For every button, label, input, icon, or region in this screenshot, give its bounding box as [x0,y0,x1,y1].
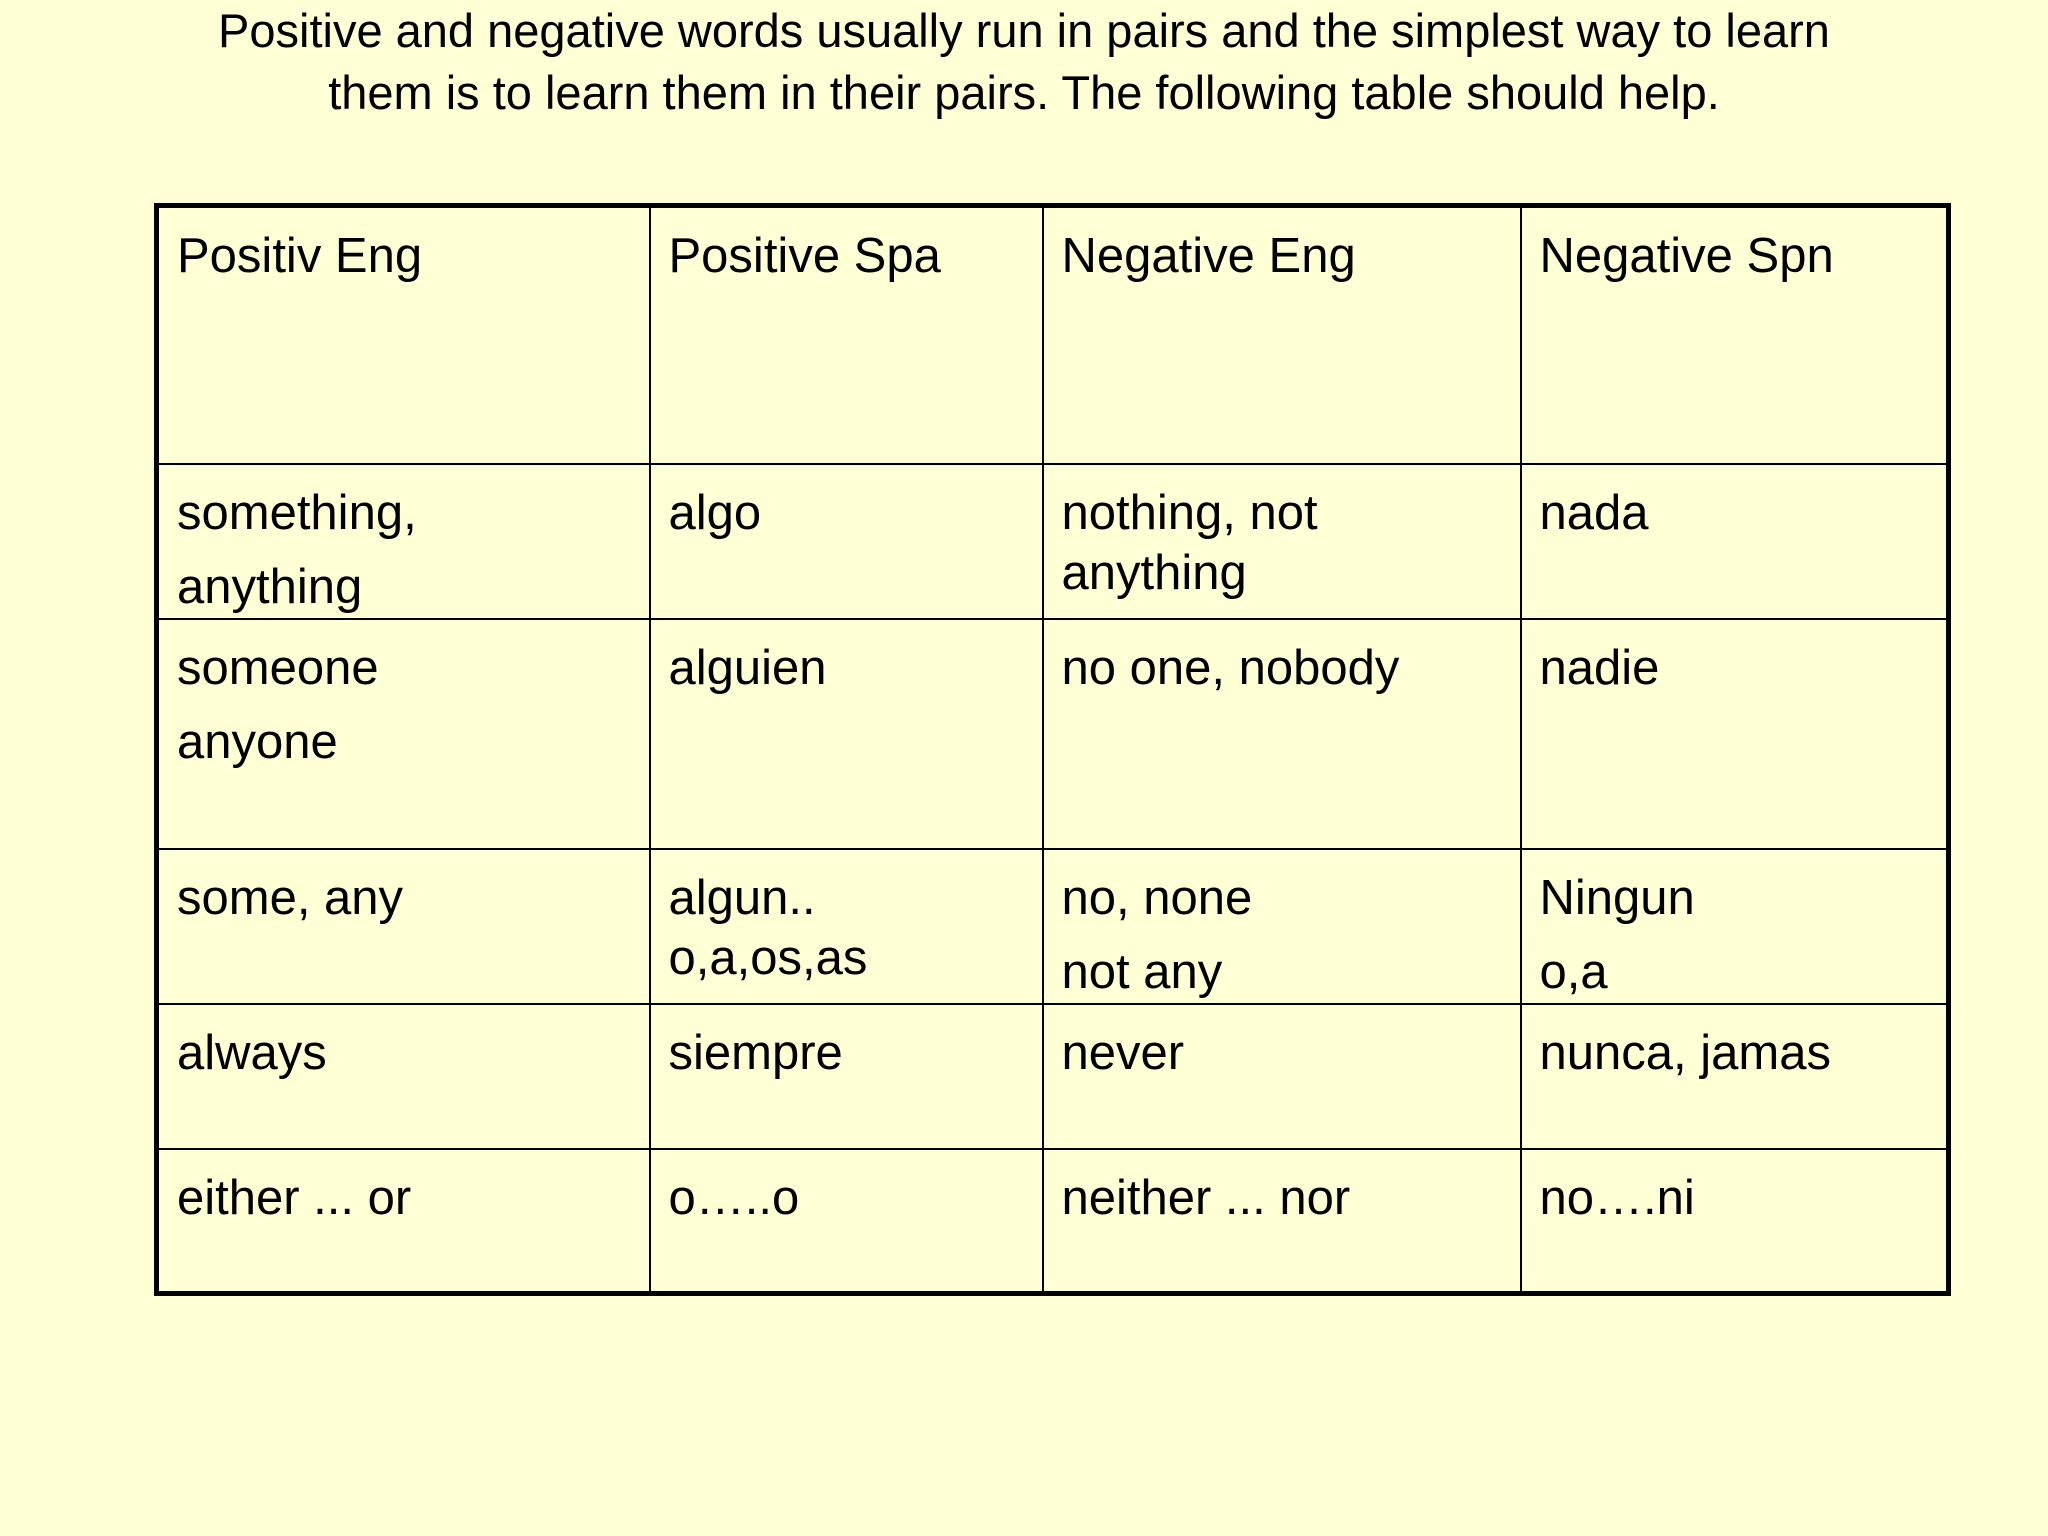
cell-text: some, any [177,870,404,925]
cell-text: something, [177,485,417,540]
cell-text: no, none [1061,870,1253,925]
cell-positive-english [157,619,650,849]
table-row [157,1149,1949,1294]
cell-positive-english [157,849,650,1004]
cell-positive-spanish [650,619,1043,849]
cell-text: o…..o [668,1170,800,1225]
cell-negative-spanish [1521,1149,1949,1294]
cell-text: anything [177,559,363,614]
cell-text: nothing, not anything [1061,485,1318,600]
intro-text [100,0,1948,124]
cell-text: siempre [668,1025,843,1080]
cell-text: never [1061,1025,1185,1080]
cell-text: nadie [1539,640,1660,695]
cell-negative-english [1043,1149,1521,1294]
cell-positive-english [157,464,650,619]
cell-negative-english [1043,849,1521,1004]
cell-text: anyone [177,714,338,769]
cell-positive-spanish [650,849,1043,1004]
cell-text: no….ni [1539,1170,1695,1225]
cell-text: Ningun [1539,870,1695,925]
intro-line-1: Positive and negative words usually run in pairs and the simplest way to learn [218,4,1830,57]
cell-negative-spanish [1521,619,1949,849]
cell-text: no one, nobody [1061,640,1400,695]
cell-text: o,a [1539,944,1608,999]
cell-text: always [177,1025,327,1080]
header-negative-english: Negative Eng [1043,206,1521,464]
cell-text: neither ... nor [1061,1170,1351,1225]
cell-text: nunca, jamas [1539,1025,1831,1080]
table-row [157,464,1949,619]
cell-positive-english [157,1149,650,1294]
cell-positive-spanish [650,1149,1043,1294]
cell-negative-spanish [1521,849,1949,1004]
cell-negative-english [1043,1004,1521,1149]
cell-text: nada [1539,485,1649,540]
intro-line-2: them is to learn them in their pairs. The following table should help. [328,66,1720,119]
cell-negative-english [1043,464,1521,619]
cell-text: algun.. o,a,os,as [668,870,868,985]
table-row [157,619,1949,849]
table-row [157,849,1949,1004]
cell-negative-spanish [1521,1004,1949,1149]
cell-text: alguien [668,640,827,695]
cell-positive-spanish [650,1004,1043,1149]
table-row [157,1004,1949,1149]
cell-negative-spanish [1521,464,1949,619]
header-negative-spanish: Negative Spn [1521,206,1949,464]
cell-positive-english [157,1004,650,1149]
header-positive-spanish: Positive Spa [650,206,1043,464]
cell-text: algo [668,485,762,540]
cell-text: someone [177,640,379,695]
cell-text: not any [1061,944,1223,999]
header-positive-english: Positiv Eng [157,206,650,464]
cell-text: either ... or [177,1170,412,1225]
table-header-row [157,206,1949,464]
word-pairs-table [154,203,1951,1296]
cell-negative-english [1043,619,1521,849]
cell-positive-spanish [650,464,1043,619]
